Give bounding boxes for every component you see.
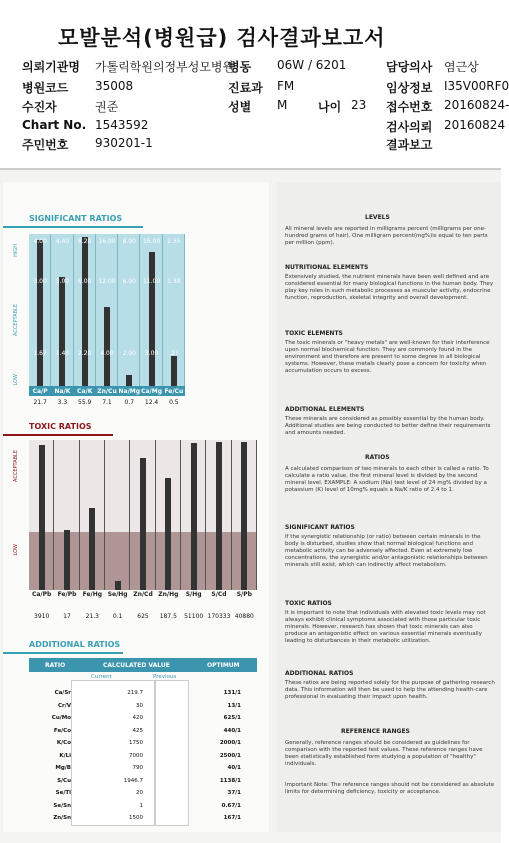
toxic-column-label: Zn/Hg bbox=[158, 591, 179, 598]
additional-ratio-name: Zn/Sn bbox=[53, 815, 71, 821]
significant-mid-tick: 3.00 bbox=[55, 278, 70, 285]
significant-side-label: LOW bbox=[13, 374, 19, 386]
additional-current-value: 219.7 bbox=[127, 690, 143, 696]
examinee-value: 권준 bbox=[95, 100, 119, 114]
additional-ratio-name: Cu/Mo bbox=[51, 715, 71, 721]
levels-text: All mineral levels are reported in milligrams percent (milligrams per one-hundred grams of hair). One milligram percent(mg%)is equal to ten parts per million (ppm). bbox=[285, 226, 488, 246]
significant-side-labels bbox=[13, 234, 27, 386]
chart-value: 1543592 bbox=[95, 118, 149, 132]
significant-mid-tick: 3.00 bbox=[33, 278, 47, 285]
significant-bar bbox=[59, 277, 65, 386]
page-title: 모발분석(병원급) 검사결과보고서 bbox=[58, 26, 386, 50]
scanned-report bbox=[0, 168, 501, 843]
additional-current-value: 420 bbox=[132, 715, 143, 721]
additional-current-value: 425 bbox=[132, 727, 143, 734]
significant-top-tick: 4.00 bbox=[33, 238, 47, 245]
additional-current-value: 790 bbox=[132, 765, 143, 771]
significant-mid-tick: 12.00 bbox=[98, 278, 116, 285]
toxic-bar bbox=[191, 443, 197, 590]
significant-mid-tick: 6.00 bbox=[122, 278, 136, 285]
toxic-value: 187.5 bbox=[159, 613, 177, 620]
dept-label: 진료과 bbox=[228, 81, 263, 95]
toxic-column-label: Fe/Pb bbox=[57, 591, 77, 598]
ward-label: 병동 bbox=[228, 60, 252, 74]
additional-current-value: 1 bbox=[139, 802, 143, 809]
significant-low-tick: 3.00 bbox=[144, 350, 159, 357]
additional-optimum-value: 167/1 bbox=[223, 815, 241, 821]
receipt-label: 접수번호 bbox=[386, 100, 433, 114]
significant-top-tick: 8.20 bbox=[78, 238, 92, 245]
additional-optimum-value: 37/1 bbox=[227, 790, 241, 796]
additional-current-value: 1946.7 bbox=[123, 777, 143, 784]
significant-column-label: Ca/K bbox=[77, 388, 93, 395]
additional-optimum-value: 625/1 bbox=[223, 715, 241, 721]
significant-value: 0.5 bbox=[169, 399, 179, 406]
levels-title: LEVELS bbox=[365, 214, 390, 221]
toxic-column-label: Fe/Hg bbox=[82, 591, 103, 598]
additional-rows bbox=[29, 682, 257, 826]
toxic-divider bbox=[3, 434, 113, 436]
significant-low-tick: 4.00 bbox=[100, 350, 114, 357]
toxic-value: 0.1 bbox=[112, 613, 123, 620]
toxic-side-label: LOW bbox=[13, 544, 19, 556]
dept-value: FM bbox=[277, 79, 295, 93]
sex-value: M bbox=[277, 98, 288, 112]
significant-low-tick: 1.40 bbox=[55, 350, 70, 357]
significant-column-label: Fe/Cu bbox=[164, 388, 184, 395]
clinical-value: I35V00RF0 bbox=[444, 79, 509, 93]
additional-ratio-name: Se/Tl bbox=[55, 790, 71, 796]
significant-bar bbox=[82, 237, 88, 386]
toxic-elements-title: TOXIC ELEMENTS bbox=[285, 330, 343, 337]
toxic-column-label: S/Hg bbox=[185, 591, 202, 598]
additional-optimum-value: 0.67/1 bbox=[221, 802, 241, 809]
clinical-label: 임상정보 bbox=[386, 81, 433, 95]
significant-bar bbox=[149, 252, 155, 386]
toxic-values bbox=[29, 613, 257, 623]
additional-ratio-name: Se/Sn bbox=[53, 802, 71, 809]
institution-label: 의뢰기관명 bbox=[22, 60, 80, 74]
significant-column-divider bbox=[118, 234, 140, 386]
toxic-column-label: Zn/Cd bbox=[133, 591, 153, 598]
ratio-header: RATIO bbox=[45, 662, 66, 669]
additional-ratio-name: K/Co bbox=[56, 740, 71, 746]
explanations-page bbox=[277, 182, 501, 832]
additional-optimum-value: 13/1 bbox=[227, 702, 241, 709]
additional-optimum-value: 2000/1 bbox=[219, 740, 241, 746]
add-ratios-expl-text: These ratios are being reported solely for the purpose of gathering research data. This information will then be used to help the attending health-care professional in evaluating their impact upon health. bbox=[285, 680, 495, 700]
additional-ratio-name: S/Cu bbox=[57, 777, 71, 784]
significant-mid-tick: 6.00 bbox=[78, 278, 92, 285]
additional-divider bbox=[3, 652, 123, 654]
significant-column-label: Ca/P bbox=[32, 388, 48, 395]
significant-mid-tick: 11.00 bbox=[142, 278, 161, 285]
significant-low-tick: 2.00 bbox=[122, 350, 136, 357]
request-value: 20160824 bbox=[444, 118, 506, 132]
additional-ratio-name: Mg/B bbox=[55, 765, 71, 771]
significant-ratios-title: SIGNIFICANT RATIOS bbox=[29, 214, 123, 223]
significant-values bbox=[29, 399, 185, 409]
toxic-bar bbox=[39, 445, 45, 591]
toxic-value: 40880 bbox=[234, 613, 254, 620]
tox-ratios-expl-title: TOXIC RATIOS bbox=[285, 600, 332, 607]
significant-value: 0.7 bbox=[124, 399, 135, 406]
additional-elements-title: ADDITIONAL ELEMENTS bbox=[285, 406, 365, 413]
significant-column-label: Ca/Mg bbox=[141, 388, 163, 395]
additional-current-value: 30 bbox=[136, 702, 143, 709]
report-header bbox=[0, 0, 509, 155]
additional-current-value: 1500 bbox=[129, 815, 143, 821]
toxic-column-divider bbox=[105, 440, 130, 590]
significant-column-label: Na/Mg bbox=[118, 388, 141, 395]
significant-bar bbox=[104, 307, 110, 386]
significant-bar bbox=[126, 375, 132, 386]
toxic-chart bbox=[29, 440, 257, 590]
nutritional-text: Extensively studied, the nutrient minerals have been well defined and are considered essential for many biological functions in the human body. They play key roles in such metabolic processes as muscular activity, endocrine function, reproduction, skeletal integrity and overall development. bbox=[285, 274, 494, 301]
significant-side-label: HIGH bbox=[13, 244, 19, 257]
additional-current-value: 7000 bbox=[129, 752, 143, 759]
toxic-column-labels bbox=[29, 591, 257, 601]
report-label: 결과보고 bbox=[386, 138, 433, 152]
toxic-bar bbox=[64, 530, 70, 590]
significant-value: 7.1 bbox=[102, 399, 112, 406]
significant-value: 3.3 bbox=[57, 399, 68, 406]
receipt-value: 20160824- bbox=[444, 98, 509, 112]
toxic-side-labels bbox=[13, 440, 27, 590]
optimum-header: OPTIMUM bbox=[207, 662, 240, 669]
additional-ratio-name: K/Li bbox=[59, 752, 71, 759]
ratios-page bbox=[3, 182, 269, 832]
additional-optimum-value: 2500/1 bbox=[219, 752, 241, 759]
significant-side-label: ACCEPTABLE bbox=[13, 304, 19, 336]
toxic-bar bbox=[165, 478, 171, 591]
age-value: 23 bbox=[351, 98, 367, 112]
reference-ranges-title: REFERENCE RANGES bbox=[341, 728, 410, 735]
institution-value: 가톨릭학원의정부성모병원 bbox=[95, 60, 235, 74]
toxic-value: 51100 bbox=[184, 613, 204, 620]
significant-top-tick: 16.00 bbox=[98, 238, 116, 245]
toxic-value: 17 bbox=[63, 613, 71, 620]
chart-label: Chart No. bbox=[22, 118, 87, 132]
significant-column-labels bbox=[29, 386, 185, 396]
sex-label: 성별 bbox=[228, 100, 252, 114]
additional-ratios-title: ADDITIONAL RATIOS bbox=[29, 640, 121, 649]
toxic-side-label: ACCEPTABLE bbox=[13, 450, 19, 482]
significant-bar bbox=[37, 240, 43, 386]
additional-ratio-name: Fe/Co bbox=[53, 727, 71, 734]
additional-current-value: 20 bbox=[136, 790, 143, 796]
toxic-value: 21.3 bbox=[85, 613, 99, 620]
toxic-value: 3910 bbox=[34, 613, 50, 620]
significant-mid-tick: 1.38 bbox=[167, 278, 181, 285]
hospital-code-value: 35008 bbox=[95, 79, 134, 93]
toxic-column-label: Ca/Pb bbox=[31, 591, 52, 598]
significant-top-tick: 15.00 bbox=[142, 238, 161, 245]
significant-chart bbox=[29, 234, 185, 386]
toxic-ratios-title: TOXIC RATIOS bbox=[29, 422, 92, 431]
significant-column-label: Zn/Cu bbox=[97, 388, 117, 395]
tox-ratios-expl-text: It is important to note that individuals with elevated toxic levels may not always exhibit clinical symptoms associated with those particular toxic minerals. However, research has shown that toxic minerals can also produce an antagonistic effect on various essential minerals eventually leading to disturbances in their metabolic utilization. bbox=[285, 610, 486, 644]
significant-bar bbox=[171, 356, 177, 386]
hospital-code-label: 병원코드 bbox=[22, 81, 69, 95]
toxic-value: 625 bbox=[137, 613, 149, 620]
toxic-column-label: S/Cd bbox=[211, 591, 227, 598]
current-subheader: Current bbox=[91, 674, 112, 680]
significant-value: 55.9 bbox=[78, 399, 92, 406]
age-label: 나이 bbox=[318, 100, 342, 114]
additional-elements-text: These minerals are considered as possibly essential by the human body. Additional studies are being conducted to better define their requirements and amounts needed. bbox=[285, 416, 491, 436]
ward-value: 06W / 6201 bbox=[277, 58, 347, 72]
additional-optimum-value: 440/1 bbox=[223, 727, 241, 734]
toxic-bar bbox=[216, 442, 222, 591]
significant-top-tick: 8.00 bbox=[122, 238, 136, 245]
toxic-column-label: Se/Hg bbox=[107, 591, 128, 598]
nutritional-title: NUTRITIONAL ELEMENTS bbox=[285, 264, 369, 271]
request-label: 검사의뢰 bbox=[386, 120, 433, 134]
resident-label: 주민번호 bbox=[22, 138, 69, 152]
additional-ratio-name: Cr/V bbox=[57, 702, 71, 709]
toxic-elements-text: The toxic minerals or "heavy metals" are well-known for their interference upon normal biochemical function. They are commonly found in the environment and therefore are present to some degree in all biological systems. However, these metals clearly pose a concern for toxicity when accumulation occurs to excess. bbox=[285, 340, 490, 374]
toxic-bar bbox=[140, 458, 146, 590]
doctor-label: 담당의사 bbox=[386, 60, 433, 74]
toxic-value: 170333 bbox=[207, 613, 231, 620]
ratios-title: RATIOS bbox=[365, 454, 390, 461]
reference-ranges-text: Generally, reference ranges should be considered as guidelines for comparison with the reported test values. These reference ranges have been statistically established form studying a population of "healthy" individuals. bbox=[285, 740, 483, 767]
additional-current-value: 1750 bbox=[129, 740, 143, 746]
additional-header-row bbox=[29, 658, 257, 672]
add-ratios-expl-title: ADDITIONAL RATIOS bbox=[285, 670, 354, 677]
significant-top-tick: 2.35 bbox=[167, 238, 181, 245]
important-note-text: Important Note: The reference ranges should not be considered as absolute limits for determining deficiency, toxicity or acceptance. bbox=[285, 782, 495, 795]
resident-value: 930201-1 bbox=[95, 136, 153, 150]
significant-value: 12.4 bbox=[144, 399, 159, 406]
significant-value: 21.7 bbox=[33, 399, 47, 406]
significant-top-tick: 4.40 bbox=[55, 238, 70, 245]
toxic-bar bbox=[241, 442, 247, 591]
ratios-text: A calculated comparison of two minerals to each other is called a ratio. To calculate a ratio value, the first mineral level is divided by the second mineral level. EXAMPLE: A sodium (Na) test level of 24 mg% divided by a potassium (K) level of 10mg% equals a Na/K ratio of 2.4 to 1. bbox=[285, 466, 489, 493]
toxic-bar bbox=[89, 508, 95, 591]
additional-optimum-value: 40/1 bbox=[227, 765, 241, 771]
calculated-value-header: CALCULATED VALUE bbox=[103, 662, 170, 669]
significant-low-tick: .27 bbox=[169, 350, 179, 357]
previous-subheader: Previous bbox=[153, 674, 177, 680]
significant-low-tick: 2.20 bbox=[78, 350, 92, 357]
sig-ratios-expl-text: If the synergistic relationship (or ratio) between certain minerals in the body is disturbed, studies show that normal biological functions and metabolic activity can be adversely affected. Even at extremely low concentrations, the synergistic and/or antagonistic relationships between minerals still exist, which can indirectly affect metabolism. bbox=[285, 534, 488, 568]
additional-optimum-value: 1138/1 bbox=[219, 777, 241, 784]
toxic-bar bbox=[115, 581, 121, 590]
significant-low-tick: 1.67 bbox=[33, 350, 47, 357]
significant-column-label: Na/K bbox=[54, 388, 71, 395]
doctor-value: 염근상 bbox=[444, 60, 479, 74]
significant-divider bbox=[3, 226, 143, 228]
sig-ratios-expl-title: SIGNIFICANT RATIOS bbox=[285, 524, 355, 531]
toxic-column-label: S/Pb bbox=[236, 591, 252, 598]
examinee-label: 수진자 bbox=[22, 100, 57, 114]
additional-optimum-value: 131/1 bbox=[223, 690, 241, 696]
additional-ratio-name: Ca/Sr bbox=[54, 690, 71, 696]
